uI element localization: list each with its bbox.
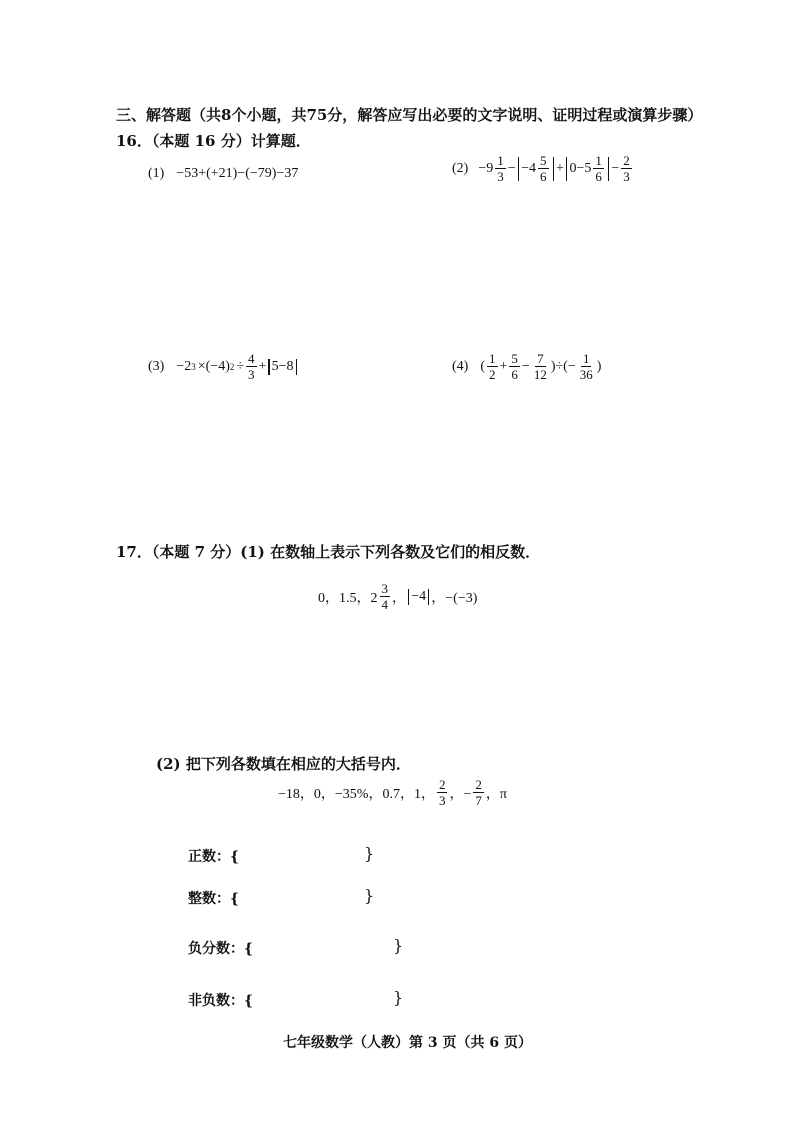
q16-part3-exp1: 3 (191, 361, 196, 372)
q17-list1-abs-bar (428, 589, 429, 605)
q17-list2-frac2 (473, 778, 484, 807)
q16-part4-frac3-num: 7 (537, 351, 544, 366)
q16-part3 (148, 352, 299, 381)
q16-part1-label: (1) (148, 166, 165, 181)
q17-list1-b: ， (392, 590, 406, 606)
q16-part3-div: ÷ (236, 358, 245, 374)
q16-header: 16．（本题 16 分）计算题． (116, 132, 311, 150)
q16-part3-label: (3) (148, 358, 165, 374)
q16-part2-abs-bar (566, 157, 568, 181)
q17-list1 (318, 582, 477, 611)
q17-list1-abs-bar (408, 589, 409, 605)
q17-list1-frac-den: 4 (381, 597, 388, 612)
q16-part2-frac4-den: 3 (623, 169, 630, 184)
q17-list2-frac1 (437, 778, 448, 807)
q17-list2-c: ，π (485, 786, 507, 802)
q16-part4-close: )÷(− (550, 358, 576, 374)
q16-part4-frac1-num: 1 (489, 351, 496, 366)
q16-part2-frac4 (621, 154, 632, 183)
q16-part2-frac4-num: 2 (623, 153, 630, 168)
q17-list2-a: −18，0，−35%，0.7，1， (278, 786, 435, 802)
q16-part4 (452, 352, 601, 381)
set-negfrac-close: } (393, 936, 404, 955)
q16-part2-abs-bar (608, 157, 610, 181)
set-nonneg-label: 非负数：{ (188, 993, 254, 1009)
q16-part4-frac3 (532, 352, 549, 381)
section-title: 三、解答题（共8个小题，共75分，解答应写出必要的文字说明、证明过程或演算步骤） (116, 106, 703, 124)
q16-part3-plus: + (258, 358, 267, 374)
q17-list2 (278, 778, 507, 807)
q16-part2-op2: + (556, 160, 564, 176)
q16-part3-mid: ×(−4) (197, 358, 230, 374)
q16-part4-frac1 (487, 352, 498, 381)
q16-part4-frac3-den: 12 (533, 367, 547, 382)
q16-part4-op1: + (499, 358, 508, 374)
q16-part4-frac2-num: 5 (511, 351, 518, 366)
q17-list2-frac2-den: 7 (475, 793, 482, 808)
q17-part2: (2) 把下列各数填在相应的大括号内． (156, 755, 411, 773)
q17-list1-c: ，−(−3) (431, 590, 478, 606)
q17-list2-frac1-num: 2 (438, 777, 446, 792)
q16-part4-frac2 (509, 352, 520, 381)
q17-header: 17．（本题 7 分）(1) 在数轴上表示下列各数及它们的相反数． (116, 543, 541, 561)
q17-list1-a: 0，1.5，2 (318, 590, 378, 606)
q16-part3-abs-bar (268, 359, 269, 375)
q16-part3-frac-den: 3 (248, 367, 255, 382)
q16-part2 (452, 154, 634, 183)
q16-part3-abs-bar (296, 359, 297, 375)
q16-part4-frac2-den: 6 (511, 367, 518, 382)
q16-part4-open: ( (480, 358, 485, 374)
set-positive-label: 正数：{ (188, 849, 240, 865)
q16-part2-op3: − (611, 160, 620, 176)
q16-part2-label: (2) (452, 160, 469, 176)
q17-list2-frac1-den: 3 (438, 793, 446, 808)
q16-part2-frac2 (538, 154, 549, 183)
q16-part1-expr: −53+(+21)−(−79)−37 (176, 166, 299, 181)
q16-part2-frac1 (495, 154, 506, 183)
q16-part2-w2: −4 (521, 160, 537, 176)
q16-part3-exp2: 2 (229, 361, 235, 372)
q16-part3-abs: 5−8 (271, 358, 294, 374)
set-integer-close: } (364, 886, 375, 905)
q16-part3-frac (246, 352, 257, 381)
q16-part2-abs-bar (518, 157, 520, 181)
q16-part2-w3: 0−5 (569, 160, 592, 176)
q16-part4-end: ) (596, 358, 602, 374)
q17-list1-abs: −4 (411, 588, 427, 604)
q17-list2-b: ，− (449, 786, 472, 802)
q16-part4-op2: − (521, 358, 530, 374)
q17-list2-frac2-num: 2 (475, 777, 482, 792)
q16-part2-frac3-den: 6 (595, 169, 602, 184)
q17-list1-frac (380, 582, 391, 611)
q16-part4-frac1-den: 2 (489, 367, 496, 382)
q16-part2-frac1-den: 3 (497, 169, 504, 184)
q16-part2-abs-bar (553, 157, 555, 181)
q16-part2-op1: − (507, 160, 516, 176)
q17-list1-frac-num: 3 (381, 581, 388, 596)
q16-part1 (148, 166, 298, 182)
q16-part3-base: −2 (176, 358, 192, 374)
q16-part4-frac4-num: 1 (582, 351, 590, 366)
q16-part4-frac4 (578, 352, 595, 381)
set-nonneg-close: } (393, 988, 404, 1007)
q16-part2-frac3-num: 1 (595, 153, 602, 168)
q16-part2-lead: −9 (478, 160, 494, 176)
set-integer-label: 整数：{ (188, 891, 240, 907)
set-negfrac-label: 负分数：{ (188, 941, 254, 957)
page-footer: 七年级数学（人教）第 3 页（共 6 页） (283, 1035, 532, 1051)
q16-part2-frac2-num: 5 (540, 153, 547, 168)
q16-part2-frac1-num: 1 (497, 153, 504, 168)
q16-part4-frac4-den: 36 (579, 367, 593, 382)
q16-part2-frac2-den: 6 (540, 169, 547, 184)
q16-part4-label: (4) (452, 358, 469, 374)
set-positive-close: } (364, 844, 375, 863)
q16-part2-frac3 (593, 154, 604, 183)
q16-part3-frac-num: 4 (248, 351, 255, 366)
